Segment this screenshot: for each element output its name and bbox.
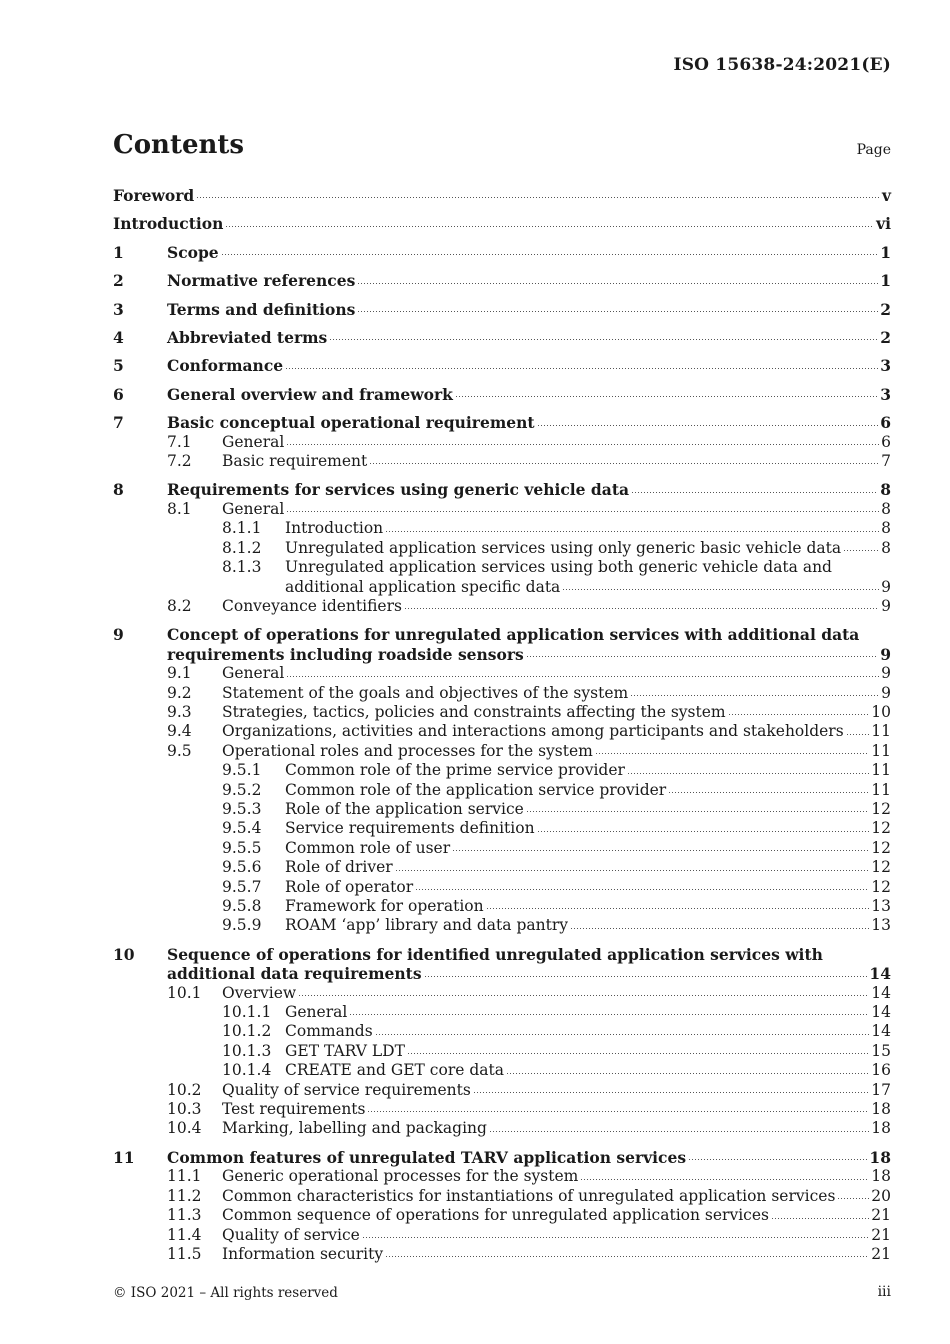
dot-leader xyxy=(221,253,879,256)
toc-entry-number: 4 xyxy=(113,328,124,348)
toc-entry-number: 11 xyxy=(113,1147,135,1167)
toc-entry-title: Terms and definitions xyxy=(167,299,356,319)
toc-entry[interactable] xyxy=(113,243,891,262)
toc-entry-number: 7 xyxy=(113,413,124,433)
dot-leader xyxy=(728,713,870,716)
toc-entry-page: 13 xyxy=(871,897,891,915)
toc-entry-title: General xyxy=(222,432,285,451)
toc-entry-number: 10.1 xyxy=(167,983,202,1002)
toc-entry-page: 21 xyxy=(871,1225,891,1244)
toc-entry-number: 9.5.6 xyxy=(222,858,262,877)
toc-entry-page: 2 xyxy=(880,328,891,348)
toc-entry-number: 9.5.5 xyxy=(222,838,262,857)
dot-leader xyxy=(570,927,869,930)
toc-entry-page: 13 xyxy=(871,916,891,935)
toc-entry[interactable] xyxy=(113,452,891,471)
dot-leader xyxy=(407,1052,869,1055)
toc-entry[interactable] xyxy=(113,1245,891,1264)
toc-entry-number: 10.1.3 xyxy=(222,1041,272,1060)
dot-leader xyxy=(286,510,879,513)
toc-entry-title: General overview and framework xyxy=(167,384,453,404)
toc-entry[interactable] xyxy=(113,519,891,538)
toc-entry-title: Introduction xyxy=(285,519,384,538)
dot-leader xyxy=(357,310,878,313)
dot-leader xyxy=(385,530,879,533)
toc-entry-page: vi xyxy=(876,214,891,234)
toc-entry-title: additional data requirements xyxy=(167,964,422,984)
toc-entry-number: 10.1.2 xyxy=(222,1022,272,1041)
toc-entry-title: Test requirements xyxy=(222,1100,366,1119)
toc-entry-title: Quality of service xyxy=(222,1225,360,1244)
toc-entry-title: General xyxy=(285,1003,348,1022)
toc-entry-number: 7.1 xyxy=(167,432,192,451)
dot-leader xyxy=(627,772,869,775)
toc-entry[interactable] xyxy=(113,328,891,347)
dot-leader xyxy=(415,888,869,891)
toc-entry[interactable] xyxy=(113,413,891,432)
toc-entry-title: ROAM ‘app’ library and data pantry xyxy=(285,916,568,935)
toc-entry[interactable] xyxy=(113,1187,891,1206)
toc-entry-number: 8 xyxy=(113,480,124,500)
dot-leader xyxy=(367,1110,869,1113)
toc-entry-number: 10.1.1 xyxy=(222,1003,272,1022)
dot-leader xyxy=(455,395,878,398)
dot-leader xyxy=(369,462,879,465)
toc-entry[interactable] xyxy=(113,878,891,897)
toc-entry-title: Statement of the goals and objectives of the system xyxy=(222,683,629,702)
toc-entry-page: 14 xyxy=(871,983,891,1002)
toc-entry-number: 11.4 xyxy=(167,1225,202,1244)
toc-entry[interactable] xyxy=(113,214,891,233)
table-of-contents xyxy=(113,186,891,1264)
toc-entry-title: Role of the application service xyxy=(285,799,524,818)
toc-entry-number: 9.5.8 xyxy=(222,897,262,915)
toc-entry[interactable] xyxy=(113,897,891,916)
toc-entry-page: 3 xyxy=(880,356,891,376)
dot-leader xyxy=(537,830,870,833)
dot-leader xyxy=(395,869,870,872)
toc-entry-number: 5 xyxy=(113,356,124,376)
dot-leader xyxy=(843,549,879,552)
dot-leader xyxy=(631,491,878,494)
dot-leader xyxy=(489,1130,869,1133)
dot-leader xyxy=(771,1217,869,1220)
toc-entry-title: General xyxy=(222,499,285,518)
toc-entry-title: Marking, labelling and packaging xyxy=(222,1119,487,1138)
toc-entry-page: 9 xyxy=(881,577,891,596)
toc-entry-title: Strategies, tactics, policies and constraints affecting the system xyxy=(222,702,726,721)
toc-entry-title-line: Concept of operations for unregulated application services with additional data xyxy=(167,625,860,645)
toc-entry-title: Common features of unregulated TARV application services xyxy=(167,1147,687,1167)
toc-entry-number: 9.4 xyxy=(167,722,192,741)
toc-entry-page: 18 xyxy=(871,1100,891,1119)
toc-entry[interactable] xyxy=(113,558,891,597)
dot-leader xyxy=(362,1236,869,1239)
toc-entry-title: Role of driver xyxy=(285,858,393,877)
dot-leader xyxy=(846,733,870,736)
toc-entry[interactable] xyxy=(113,433,891,452)
dot-leader xyxy=(837,1197,869,1200)
toc-entry-number: 9.1 xyxy=(167,664,192,683)
toc-entry-page: 11 xyxy=(871,780,891,799)
toc-entry-title: Common characteristics for instantiations of unregulated application services xyxy=(222,1186,836,1205)
toc-entry-page: 12 xyxy=(871,858,891,877)
toc-entry[interactable] xyxy=(113,761,891,780)
dot-leader xyxy=(452,849,869,852)
dot-leader xyxy=(385,1255,869,1258)
toc-entry-title: Foreword xyxy=(113,186,195,205)
toc-entry-title: General xyxy=(222,664,285,683)
dot-leader xyxy=(329,338,878,341)
page-column-label: Page xyxy=(856,142,891,158)
toc-entry-page: 14 xyxy=(871,1022,891,1041)
toc-entry-title-line: Sequence of operations for identified unregulated application services with xyxy=(167,944,823,964)
toc-entry-page: 15 xyxy=(871,1041,891,1060)
dot-leader xyxy=(404,607,879,610)
toc-entry-page: 11 xyxy=(871,741,891,760)
toc-entry-title: additional application specific data xyxy=(285,577,561,596)
toc-entry-page: 14 xyxy=(871,1003,891,1022)
dot-leader xyxy=(630,694,879,697)
toc-entry-number: 6 xyxy=(113,384,124,404)
toc-entry[interactable] xyxy=(113,722,891,741)
toc-entry-title: Common role of the prime service provider xyxy=(285,761,625,780)
toc-entry-page: 12 xyxy=(871,877,891,896)
toc-entry[interactable] xyxy=(113,186,891,205)
toc-entry[interactable] xyxy=(113,1081,891,1100)
toc-entry[interactable] xyxy=(113,625,891,664)
toc-entry-title: Role of operator xyxy=(285,877,414,896)
toc-entry-page: 3 xyxy=(880,384,891,404)
toc-entry-page: 9 xyxy=(881,596,891,615)
toc-entry-number: 8.1.1 xyxy=(222,519,262,538)
toc-entry-title: Conformance xyxy=(167,356,284,376)
toc-entry-page: 9 xyxy=(880,644,891,664)
toc-entry-title: CREATE and GET core data xyxy=(285,1061,504,1080)
dot-leader xyxy=(196,196,880,199)
dot-leader xyxy=(286,675,879,678)
dot-leader xyxy=(580,1178,869,1181)
toc-entry-title: Normative references xyxy=(167,271,356,291)
dot-leader xyxy=(349,1013,869,1016)
toc-entry[interactable] xyxy=(113,271,891,290)
dot-leader xyxy=(668,791,869,794)
toc-entry[interactable] xyxy=(113,1022,891,1041)
toc-entry-title: Common role of user xyxy=(285,838,451,857)
dot-leader xyxy=(537,424,879,427)
toc-entry-page: v xyxy=(881,186,891,205)
toc-entry[interactable] xyxy=(113,1119,891,1138)
toc-entry-number: 9.5.9 xyxy=(222,916,262,935)
toc-entry-number: 11.2 xyxy=(167,1186,202,1205)
toc-entry-title: requirements including roadside sensors xyxy=(167,644,524,664)
toc-entry-page: 8 xyxy=(880,480,891,500)
toc-entry[interactable] xyxy=(113,385,891,404)
toc-entry-page: 7 xyxy=(881,452,891,471)
toc-entry-page: 17 xyxy=(871,1080,891,1099)
toc-entry[interactable] xyxy=(113,858,891,877)
dot-leader xyxy=(526,810,869,813)
toc-entry-number: 11.5 xyxy=(167,1244,202,1263)
toc-entry-number: 9.5.7 xyxy=(222,877,262,896)
toc-entry[interactable] xyxy=(113,300,891,319)
toc-entry-page: 20 xyxy=(871,1186,891,1205)
toc-entry-number: 10.3 xyxy=(167,1100,202,1119)
toc-entry[interactable] xyxy=(113,839,891,858)
toc-entry-number: 8.2 xyxy=(167,596,192,615)
toc-entry-number: 1 xyxy=(113,242,124,262)
toc-entry-number: 8.1 xyxy=(167,499,192,518)
toc-entry[interactable] xyxy=(113,703,891,722)
toc-entry[interactable] xyxy=(113,1042,891,1061)
toc-entry-number: 10.1.4 xyxy=(222,1061,272,1080)
dot-leader xyxy=(688,1158,867,1161)
toc-entry-number: 10.2 xyxy=(167,1080,202,1099)
dot-leader xyxy=(486,907,870,910)
dot-leader xyxy=(595,752,869,755)
toc-entry[interactable] xyxy=(113,480,891,499)
toc-entry-title: Requirements for services using generic vehicle data xyxy=(167,480,630,500)
toc-entry[interactable] xyxy=(113,1206,891,1225)
toc-entry[interactable] xyxy=(113,1148,891,1167)
toc-entry-page: 18 xyxy=(871,1167,891,1186)
toc-entry[interactable] xyxy=(113,916,891,935)
dot-leader xyxy=(473,1091,869,1094)
toc-entry-title: Unregulated application services using only generic basic vehicle data xyxy=(285,538,842,557)
dot-leader xyxy=(225,225,874,228)
dot-leader xyxy=(357,282,878,285)
toc-entry-title: Basic requirement xyxy=(222,452,368,471)
toc-entry[interactable] xyxy=(113,1226,891,1245)
toc-entry-page: 11 xyxy=(871,761,891,780)
toc-entry-title-line: Unregulated application services using both generic vehicle data and xyxy=(285,558,832,577)
dot-leader xyxy=(562,588,879,591)
dot-leader xyxy=(285,367,878,370)
toc-entry-number: 3 xyxy=(113,299,124,319)
toc-entry-title: Common sequence of operations for unregulated application services xyxy=(222,1206,769,1225)
toc-entry-number: 7.2 xyxy=(167,452,192,471)
toc-entry-number: 9.5.1 xyxy=(222,761,262,780)
toc-entry[interactable] xyxy=(113,356,891,375)
toc-entry-page: 2 xyxy=(880,299,891,319)
toc-entry-title: Basic conceptual operational requirement xyxy=(167,413,535,433)
toc-entry-number: 9.5.4 xyxy=(222,819,262,838)
toc-entry-number: 11.1 xyxy=(167,1167,202,1186)
toc-entry-number: 9.5 xyxy=(167,741,192,760)
toc-entry-page: 18 xyxy=(871,1119,891,1138)
toc-entry-title: Operational roles and processes for the system xyxy=(222,741,593,760)
toc-entry-page: 8 xyxy=(881,538,891,557)
toc-entry-number: 9.5.3 xyxy=(222,799,262,818)
toc-entry-number: 9 xyxy=(113,625,124,645)
toc-entry-title: Quality of service requirements xyxy=(222,1080,471,1099)
toc-entry[interactable] xyxy=(113,1003,891,1022)
toc-entry-number: 8.1.2 xyxy=(222,538,262,557)
toc-entry-title: Overview xyxy=(222,983,297,1002)
toc-entry-page: 1 xyxy=(880,271,891,291)
toc-entry[interactable] xyxy=(113,597,891,616)
toc-entry-page: 21 xyxy=(871,1206,891,1225)
toc-entry[interactable] xyxy=(113,945,891,984)
toc-entry-page: 6 xyxy=(880,413,891,433)
toc-entry-page: 12 xyxy=(871,838,891,857)
toc-entry-page: 10 xyxy=(871,702,891,721)
toc-entry-page: 16 xyxy=(871,1061,891,1080)
toc-entry-title: Conveyance identifiers xyxy=(222,596,402,615)
toc-entry-title: Information security xyxy=(222,1244,384,1263)
dot-leader xyxy=(506,1072,869,1075)
toc-entry-page: 12 xyxy=(871,799,891,818)
toc-entry-page: 12 xyxy=(871,819,891,838)
dot-leader xyxy=(424,975,868,978)
document-id: ISO 15638-24:2021(E) xyxy=(673,55,891,75)
toc-entry-title: Organizations, activities and interactions among participants and stakeholders xyxy=(222,722,844,741)
toc-entry-page: 6 xyxy=(881,432,891,451)
toc-entry-page: 18 xyxy=(869,1147,891,1167)
toc-entry[interactable] xyxy=(113,500,891,519)
toc-entry[interactable] xyxy=(113,664,891,683)
toc-entry-title: Introduction xyxy=(113,214,224,234)
toc-entry-title: Abbreviated terms xyxy=(167,328,328,348)
toc-entry-title: Generic operational processes for the system xyxy=(222,1167,579,1186)
footer-page-number: iii xyxy=(877,1284,891,1300)
dot-leader xyxy=(286,443,879,446)
toc-entry-title: Framework for operation xyxy=(285,897,484,915)
toc-entry-title: Scope xyxy=(167,242,219,262)
toc-entry[interactable] xyxy=(113,1061,891,1080)
toc-entry[interactable] xyxy=(113,742,891,761)
toc-entry-number: 10 xyxy=(113,944,135,964)
toc-entry-title: GET TARV LDT xyxy=(285,1041,405,1060)
toc-entry-number: 2 xyxy=(113,271,124,291)
toc-entry-number: 11.3 xyxy=(167,1206,202,1225)
toc-entry[interactable] xyxy=(113,1100,891,1119)
toc-entry-number: 9.3 xyxy=(167,702,192,721)
toc-entry-page: 21 xyxy=(871,1244,891,1263)
toc-entry[interactable] xyxy=(113,1167,891,1186)
toc-entry-page: 11 xyxy=(871,722,891,741)
toc-entry-page: 14 xyxy=(869,964,891,984)
page-title: Contents xyxy=(113,130,245,160)
toc-entry-title: Commands xyxy=(285,1022,373,1041)
toc-entry[interactable] xyxy=(113,781,891,800)
toc-entry[interactable] xyxy=(113,684,891,703)
toc-entry[interactable] xyxy=(113,539,891,558)
toc-entry-title: Common role of the application service provider xyxy=(285,780,667,799)
toc-entry[interactable] xyxy=(113,800,891,819)
footer-copyright: © ISO 2021 – All rights reserved xyxy=(113,1285,338,1301)
toc-entry-page: 9 xyxy=(881,664,891,683)
toc-entry-page: 8 xyxy=(881,519,891,538)
toc-entry-number: 9.2 xyxy=(167,683,192,702)
toc-entry-page: 1 xyxy=(880,242,891,262)
toc-entry-number: 10.4 xyxy=(167,1119,202,1138)
toc-entry[interactable] xyxy=(113,819,891,838)
toc-entry[interactable] xyxy=(113,984,891,1003)
toc-entry-page: 8 xyxy=(881,499,891,518)
toc-entry-page: 9 xyxy=(881,683,891,702)
dot-leader xyxy=(375,1033,870,1036)
dot-leader xyxy=(298,994,869,997)
toc-entry-number: 8.1.3 xyxy=(222,558,262,577)
toc-entry-number: 9.5.2 xyxy=(222,780,262,799)
dot-leader xyxy=(526,655,878,658)
toc-entry-title: Service requirements definition xyxy=(285,819,535,838)
